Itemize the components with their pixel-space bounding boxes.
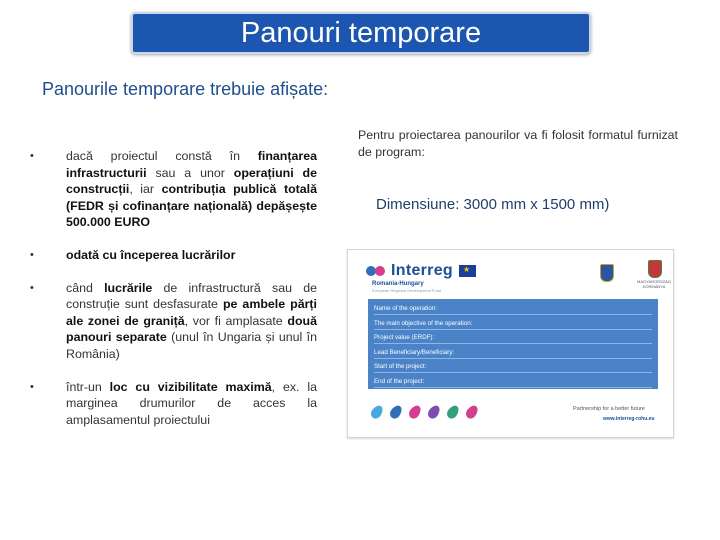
hungary-crest-icon (648, 260, 662, 278)
panel-field: Project value (ERDF): (374, 334, 652, 344)
bullet-text: într-un (66, 379, 110, 394)
drop-shape (388, 403, 404, 420)
bullet-emphasis: lucrările (104, 280, 153, 295)
panel-body (368, 299, 658, 389)
bullet-text: , ex. la marginea drumurilor de acces la amplasamentul proiectului (66, 379, 317, 427)
bullet-emphasis: finanțarea infrastructurii (66, 149, 317, 180)
temporary-panel-image (347, 249, 674, 438)
brand-name: Interreg (391, 262, 453, 279)
bullet-text: , vor fi amplasate (184, 313, 288, 328)
bullet-emphasis: operațiuni de construcții (66, 165, 317, 197)
bullet-icon: • (30, 248, 34, 261)
bullet-text: (unul în Ungaria și unul în România) (66, 330, 317, 361)
panel-field: Name of the operation: (374, 305, 652, 315)
section-heading: Panourile temporare trebuie afișate: (42, 79, 329, 99)
drop-shape (445, 403, 461, 420)
bullet-emphasis: odată cu începerea lucrărilor (66, 247, 236, 262)
bullet-icon: • (30, 150, 34, 162)
panel-dimension: Dimensiune: 3000 mm x 1500 mm) (376, 196, 610, 213)
bullet-text: sau a unor (146, 165, 234, 180)
interreg-logo-icon (366, 265, 388, 277)
bullet-emphasis: loc cu vizibilitate maximă (109, 379, 272, 394)
bullet-text: când (66, 280, 105, 295)
bullet-item (30, 247, 317, 264)
bullet-emphasis: pe ambele părți ale zonei de graniță (66, 297, 318, 328)
panel-field: The main objective of the operation: (374, 320, 652, 330)
bullet-text: de infrastructură sau de construție sunt desfasurate (66, 280, 318, 312)
drop-shape (369, 403, 385, 420)
bullet-item (30, 379, 317, 429)
drop-shape (407, 403, 423, 420)
bullet-icon: • (30, 281, 34, 294)
panel-field: Start of the project: (374, 363, 652, 373)
bullet-text: , iar (129, 182, 162, 197)
bullet-text: dacă proiectul constă în (66, 149, 258, 163)
format-note: Pentru proiectarea panourilor va fi folosit formatul furnizat de program: (358, 128, 678, 159)
decorative-drops (372, 405, 486, 419)
bullet-item (30, 280, 317, 363)
drop-shape (464, 403, 480, 420)
tagline: Partnership for a better future (573, 406, 645, 412)
eu-flag-icon (459, 265, 476, 277)
bullet-item (30, 148, 317, 231)
programme-name: Romania-Hungary (372, 281, 424, 287)
drop-shape (426, 403, 442, 420)
bullet-icon: • (30, 380, 34, 393)
fund-name: European Regional Development Fund (372, 288, 442, 293)
bullet-emphasis: două panouri separate (66, 313, 317, 345)
bullet-emphasis: contribuția publică totală (FEDR și cofinanțare națională) depășește 500.000 EURO (66, 182, 317, 230)
panel-field: Lead Beneficiary/Beneficiary: (374, 349, 652, 359)
bullet-list (30, 148, 317, 444)
slide-title: Panouri temporare (131, 12, 591, 54)
romania-crest-icon (600, 264, 614, 282)
hungary-crest-label: MAGYARORSZÁG KORMÁNYA (637, 279, 671, 289)
panel-field: End of the project: (374, 378, 652, 388)
website: www.interreg-rohu.eu (603, 416, 655, 422)
